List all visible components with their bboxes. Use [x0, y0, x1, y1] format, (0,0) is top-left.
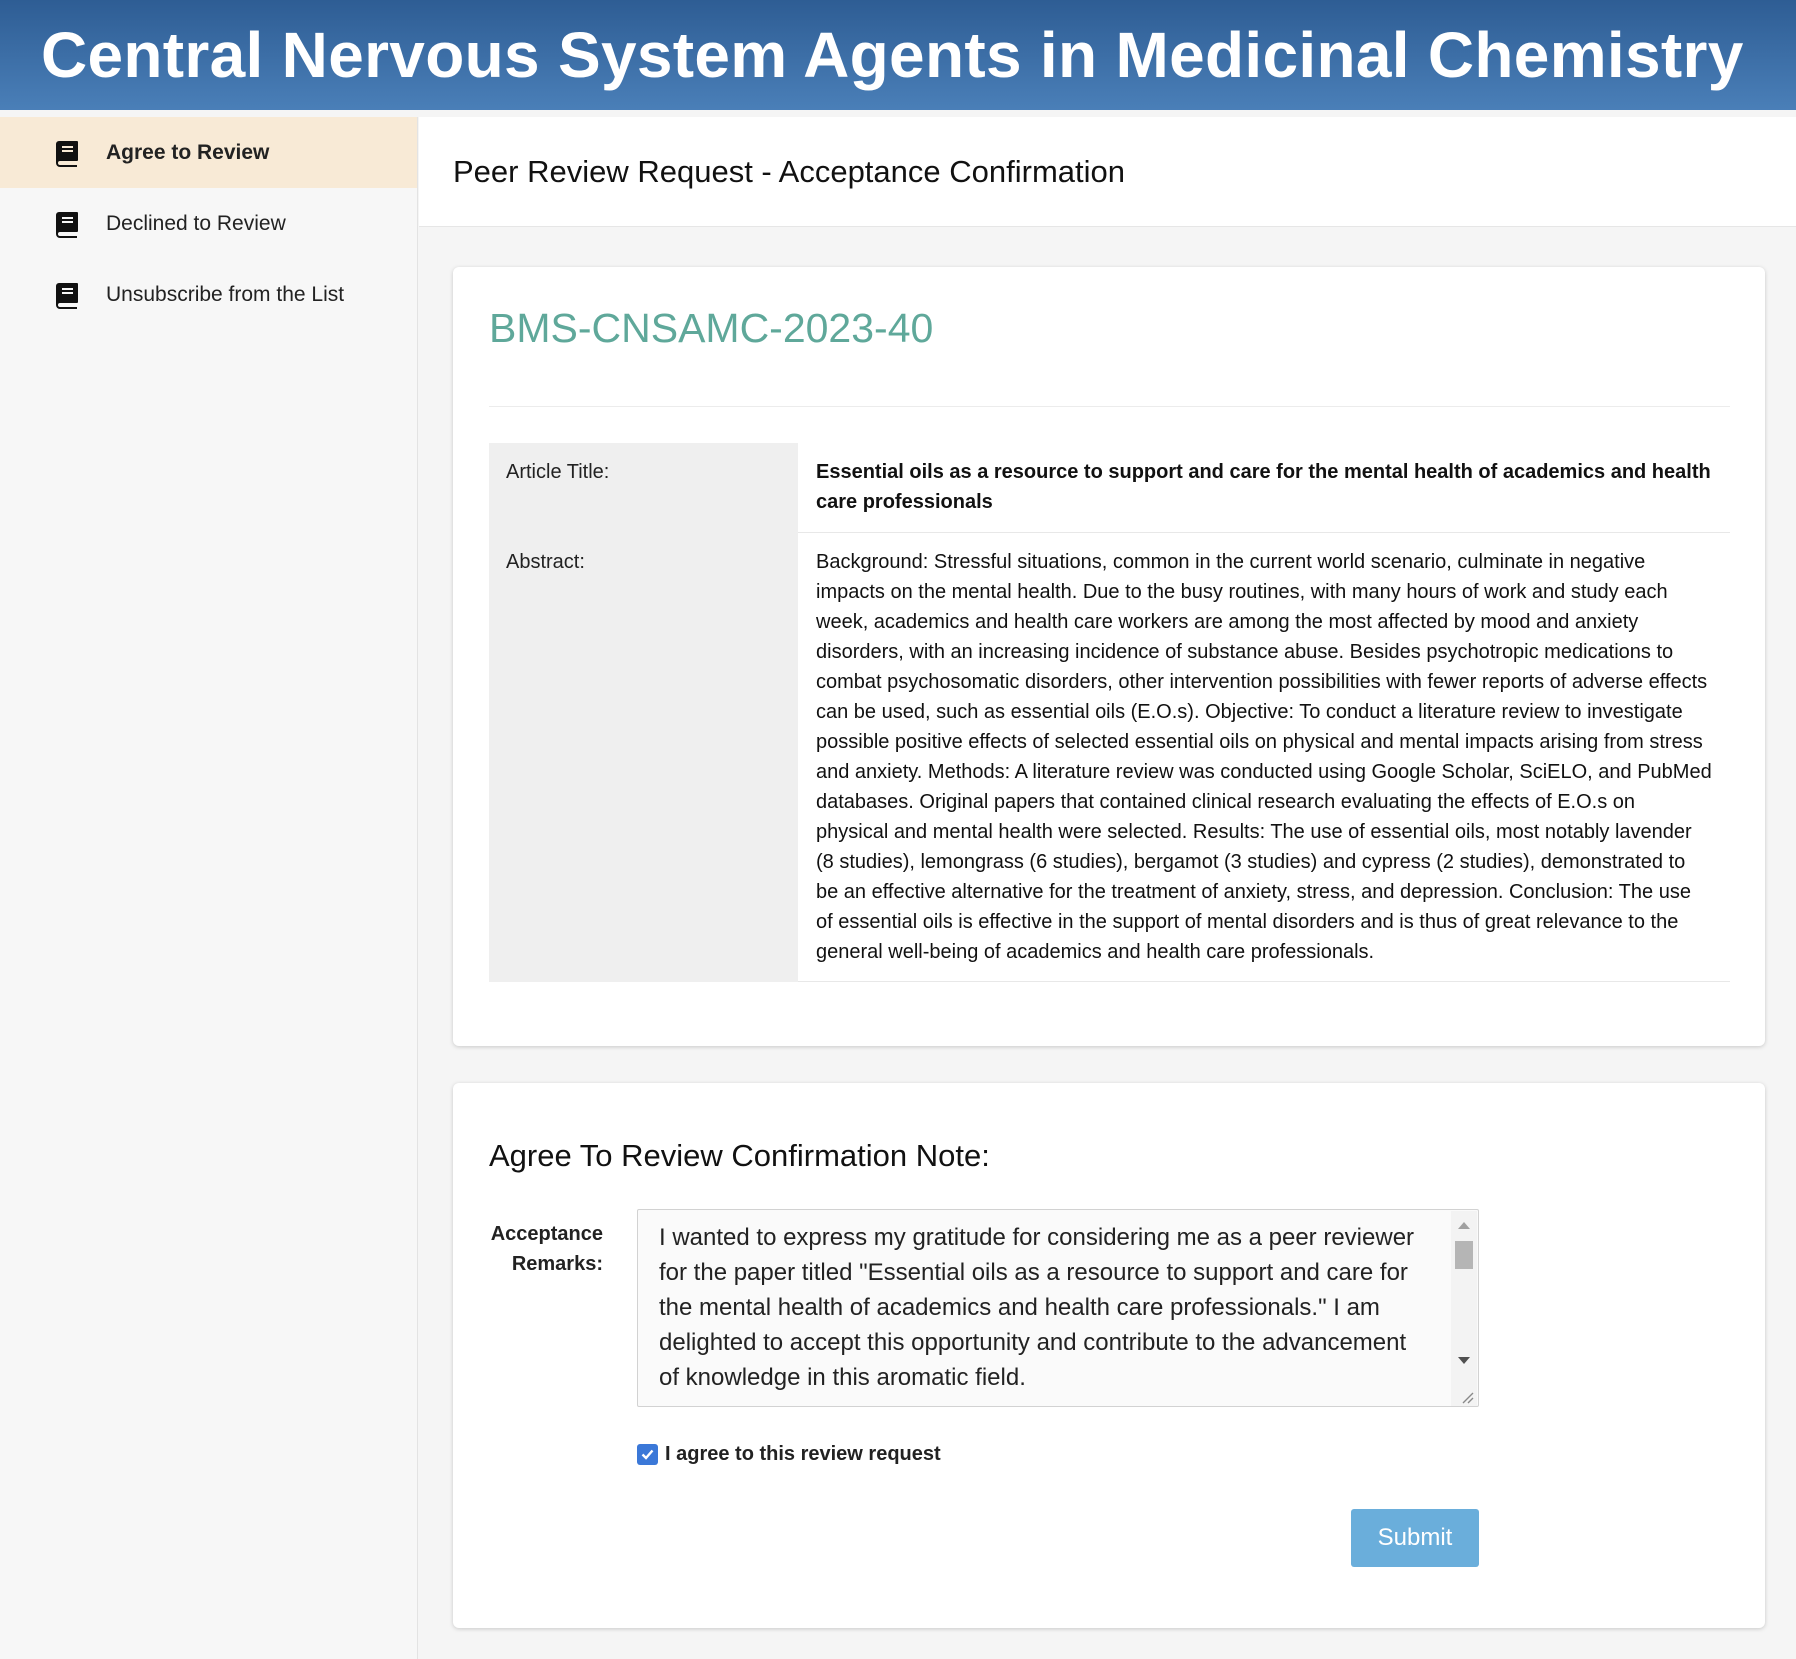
sidebar-item-agree-to-review[interactable]	[0, 117, 417, 188]
book-icon	[52, 280, 82, 310]
agree-checkbox-row[interactable]	[637, 1443, 941, 1466]
checkmark-icon	[640, 1447, 655, 1462]
remarks-label-line1: Acceptance	[490, 1223, 603, 1245]
manuscript-card	[453, 267, 1765, 1046]
acceptance-remarks-label	[453, 1219, 603, 1279]
remarks-text: I wanted to express my gratitude for considering me as a peer reviewer for the paper titled "Essential oils as a resource to support and care for the mental health of academics and health care professionals." I am delighted to accept this opportunity and contribute to the advancement of knowledge in this aromatic field.	[659, 1224, 1415, 1391]
page-title-bar	[419, 117, 1796, 227]
sidebar-item-unsubscribe[interactable]	[0, 259, 417, 330]
remarks-label-line2: Remarks:	[511, 1253, 603, 1275]
sidebar-item-declined-to-review[interactable]	[0, 188, 417, 259]
article-title-value: Essential oils as a resource to support and care for the mental health of academics and health care professionals	[798, 443, 1730, 533]
journal-title: Central Nervous System Agents in Medicinal Chemistry	[41, 19, 1744, 91]
scroll-thumb[interactable]	[1455, 1241, 1473, 1269]
app-header	[0, 0, 1796, 110]
sidebar-item-label: Unsubscribe from the List	[106, 282, 345, 306]
sidebar	[0, 117, 418, 1659]
scroll-down-arrow-icon[interactable]	[1458, 1357, 1470, 1364]
abstract-label: Abstract:	[489, 533, 798, 982]
book-icon	[52, 138, 82, 168]
scroll-up-arrow-icon[interactable]	[1458, 1222, 1470, 1229]
submit-button[interactable]: Submit	[1351, 1509, 1479, 1567]
manuscript-details-table	[489, 443, 1730, 982]
confirmation-note-card	[453, 1083, 1765, 1628]
book-icon	[52, 209, 82, 239]
table-row	[489, 533, 1730, 982]
agree-checkbox-label: I agree to this review request	[665, 1443, 941, 1465]
note-heading: Agree To Review Confirmation Note:	[489, 1138, 990, 1173]
abstract-value: Background: Stressful situations, common in the current world scenario, culminate in negative impacts on the mental health. Due to the busy routines, with many hours of work and study each week, academics and health care workers are among the most affected by mood and anxiety disorders, with an increasing incidence of substance abuse. Besides psychotropic medications to combat psychosomatic disorders, other intervention possibilities with fewer reports of adverse effects can be used, such as essential oils (E.O.s). Objective: To conduct a literature review to investigate possible positive effects of selected essential oils on physical and mental impacts arising from stress and anxiety. Methods: A literature review was conducted using Google Scholar, SciELO, and PubMed databases. Original papers that contained clinical research evaluating the effects of E.O.s on physical and mental health were selected. Results: The use of essential oils, most notably lavender (8 studies), lemongrass (6 studies), bergamot (3 studies) and cypress (2 studies), demonstrated to be an effective alternative for the treatment of anxiety, stress, and depression. Conclusion: The use of essential oils is effective in the support of mental disorders and is thus of great relevance to the general well-being of academics and health care professionals.	[798, 533, 1730, 982]
manuscript-id: BMS-CNSAMC-2023-40	[489, 305, 934, 351]
agree-checkbox[interactable]	[637, 1444, 658, 1465]
acceptance-remarks-textarea[interactable]	[637, 1209, 1479, 1407]
sidebar-item-label: Declined to Review	[106, 211, 286, 235]
resize-grip-icon[interactable]	[1459, 1389, 1475, 1405]
textarea-scrollbar[interactable]	[1451, 1211, 1477, 1407]
page-title: Peer Review Request - Acceptance Confirmation	[453, 153, 1125, 189]
table-row	[489, 443, 1730, 533]
divider	[489, 406, 1730, 407]
article-title-label: Article Title:	[489, 443, 798, 533]
sidebar-item-label: Agree to Review	[106, 140, 270, 164]
